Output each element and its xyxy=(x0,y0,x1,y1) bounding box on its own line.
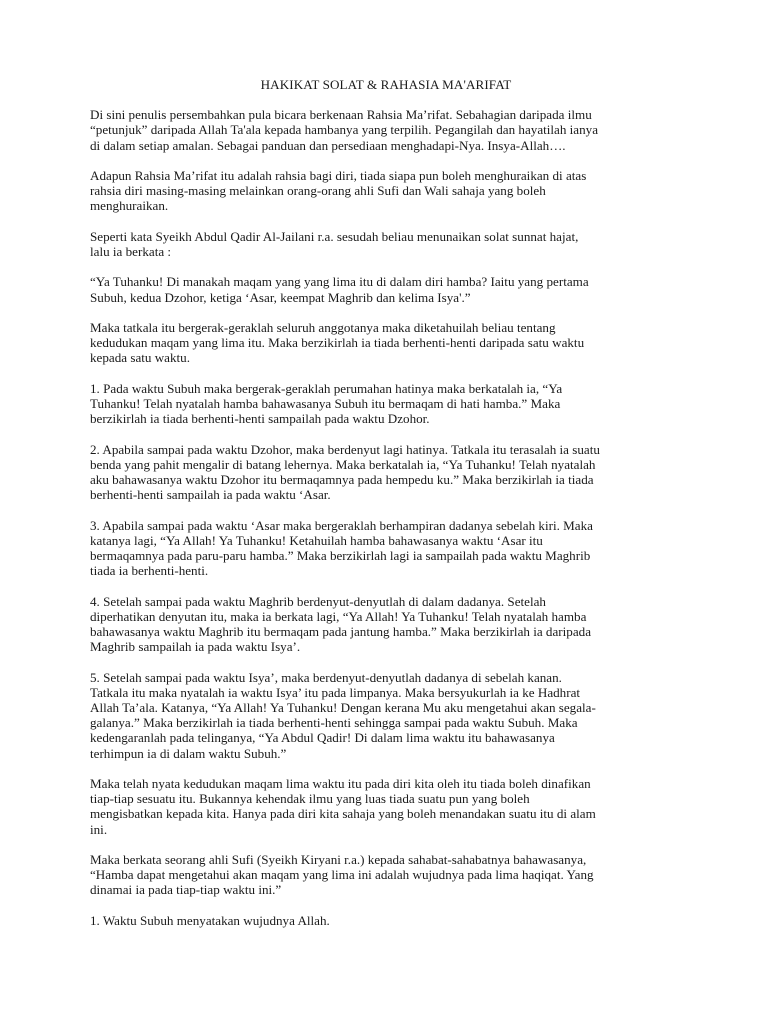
paragraph-quote: “Ya Tuhanku! Di manakah maqam yang yang lima itu di dalam diri hamba? Iaitu yang pertama Subuh, kedua Dzohor, ketiga ‘Asar, keempat Maghrib dan kelima Isya'.” xyxy=(90,274,589,305)
paragraph-rahsia: Adapun Rahsia Ma’rifat itu adalah rahsia bagi diri, tiada siapa pun boleh menghuraikan di atas rahsia diri masing-masing melainkan orang-orang ahli Sufi dan Wali sahaja yang boleh menghuraikan. xyxy=(90,168,587,214)
paragraph-item-isya: 5. Setelah sampai pada waktu Isya’, maka berdenyut-denyutlah dadanya di sebelah kanan. Tatkala itu maka nyatalah ia waktu Isya’ itu pada limpanya. Maka bersyukurlah ia ke Hadhrat Allah Ta’ala. Katanya, “Ya Allah! Ya Tuhanku! Dengan kerana Mu aku mengetahui akan segala- galanya.” Maka berzikirlah ia tiada berhenti-henti sehingga sampai pada waktu Subuh. Maka kedengaranlah pada telinganya, “Ya Abdul Qadir! Di dalam lima waktu itu bahawasanya terhimpun ia di dalam waktu Subuh.” xyxy=(90,669,596,761)
paragraph-tatkala: Maka tatkala itu bergerak-geraklah seluruh anggotanya maka diketahuilah beliau tentang kedudukan maqam yang lima itu. Maka berzikirlah ia tiada berhenti-henti daripada satu waktu kepada satu waktu. xyxy=(90,319,585,366)
paragraph-item-dzohor: 2. Apabila sampai pada waktu Dzohor, maka berdenyut lagi hatinya. Tatkala itu terasalah ia suatu benda yang pahit mengalir di batang lehernya. Maka berkatalah ia, “Ya Tuhanku! Telah nyatalah aku bahawasanya waktu Dzohor itu bermaqamnya pada hempedu ku.” Maka berzikirlah ia tiada berhenti-henti sampailah ia pada waktu ‘Asar. xyxy=(90,441,600,503)
paragraph-list-subuh: 1. Waktu Subuh menyatakan wujudnya Allah. xyxy=(90,912,330,928)
paragraph-item-subuh: 1. Pada waktu Subuh maka bergerak-geraklah perumahan hatinya maka berkatalah ia, “Ya Tuhanku! Telah nyatalah hamba bahawasanya Subuh itu bermaqam di hati hamba.” Maka berzikirlah ia tiada berhenti-henti sampailah pada waktu Dzohor. xyxy=(90,380,563,427)
paragraph-item-maghrib: 4. Setelah sampai pada waktu Maghrib berdenyut-denyutlah di dalam dadanya. Setelah diperhatikan denyutan itu, maka ia berkata lagi, “Ya Allah! Ya Tuhanku! Telah nyatalah hamba bahawasanya waktu Maghrib itu bermaqam pada jantung hamba.” Maka berzikirlah ia daripada Maghrib sampailah ia pada waktu Isya’. xyxy=(90,593,592,655)
paragraph-item-asar: 3. Apabila sampai pada waktu ‘Asar maka bergeraklah berhampiran dadanya sebelah kiri. Maka katanya lagi, “Ya Allah! Ya Tuhanku! Ketahuilah hamba bahawasanya waktu ‘Asar itu bermaqamnya pada paru-paru hamba.” Maka berzikirlah lagi ia sampailah pada waktu Maghrib tiada ia berhenti-henti. xyxy=(90,517,593,579)
paragraph-syeikh: Seperti kata Syeikh Abdul Qadir Al-Jailani r.a. sesudah beliau menunaikan solat sunnat hajat, lalu ia berkata : xyxy=(90,228,579,259)
paragraph-intro: Di sini penulis persembahkan pula bicara berkenaan Rahsia Ma’rifat. Sebahagian daripada ilmu “petunjuk” daripada Allah Ta'ala kepada hambanya yang terpilih. Pegangilah dan hayatilah ianya di dalam setiap amalan. Sebagai panduan dan persediaan menghadapi-Nya. Insya-Allah…. xyxy=(90,107,599,153)
paragraph-nyata: Maka telah nyata kedudukan maqam lima waktu itu pada diri kita oleh itu tiada boleh dinafikan tiap-tiap sesuatu itu. Bukannya kehendak ilmu yang luas tiada suatu pun yang boleh mengisbatkan kepada kita. Hanya pada diri kita sahaja yang boleh menandakan suatu itu di alam ini. xyxy=(90,775,596,837)
document-page xyxy=(90,77,682,943)
paragraph-sufi: Maka berkata seorang ahli Sufi (Syeikh Kiryani r.a.) kepada sahabat-sahabatnya bahawasanya, “Hamba dapat mengetahui akan maqam yang lima ini adalah wujudnya pada lima haqiqat. Yang dinamai ia pada tiap-tiap waktu ini.” xyxy=(90,851,594,898)
document-title: HAKIKAT SOLAT & RAHASIA MA'ARIFAT xyxy=(260,77,512,92)
